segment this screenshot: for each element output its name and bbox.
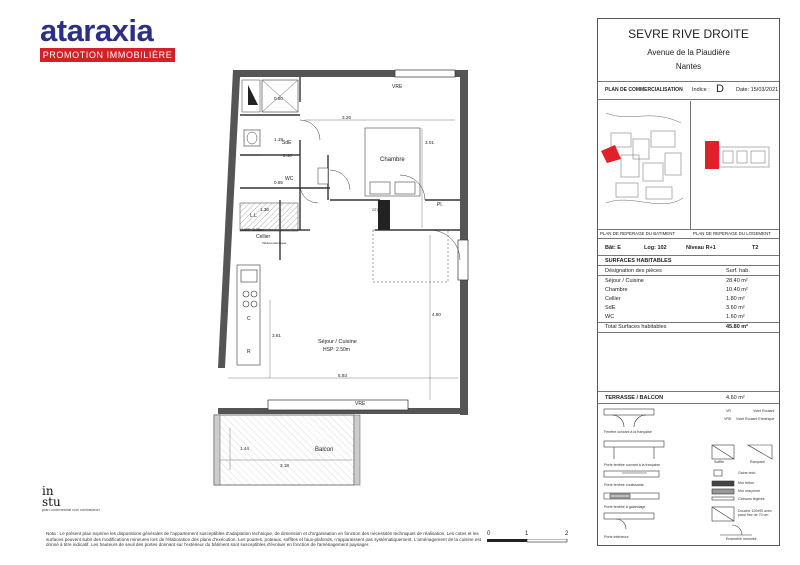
legend-douche: Douche 120x90 avec paroi fixe de 70 cm — [738, 509, 772, 517]
room-surf-1: 10.40 m² — [726, 287, 748, 293]
legend-vr-desc: Volet Roulant — [753, 409, 775, 413]
ataraxia-logo — [40, 14, 180, 62]
scale-tick-1: 1 — [525, 531, 529, 537]
legend-porte-fenetre: Porte fenêtre ouvrant à la française — [604, 463, 661, 467]
legend-mur-maconne: Mur maçonné — [738, 489, 760, 493]
col-surf: Surf. hab. — [726, 268, 750, 274]
legend-gaine: Gaine tech. — [738, 471, 757, 475]
terrasse-value: 4.60 m² — [726, 395, 745, 401]
dim-136: 1.36 — [260, 207, 269, 212]
scale-tick-2: 2 — [565, 531, 569, 537]
legend-vre-desc: Volet Roulant Electrique — [736, 417, 775, 421]
plan-label: PLAN DE COMMERCIALISATION — [605, 87, 683, 93]
bat-value: Bât: E — [605, 245, 621, 251]
room-surf-0: 28.40 m² — [726, 278, 748, 284]
col-designation: Désignation des pièces — [605, 268, 662, 274]
type-value: T2 — [752, 245, 759, 251]
disclaimer-note: Nota : Le présent plan exprime les dispositions générales de l'appartement susceptibles d'adaptation technique, de dimension et d'organisation en fonction des nécessités techniques de réalisation. Les cotes et les surfaces peuvent subir des modifications mineures lors de l'élaboration des plans d'exécution. Les poutres, poteaux, soffites et faux-plafonds, n'apparaissent pas systématiquement. L'aménagement de la cuisine est donné à titre indicatif. Les hauteurs de seuil des portes donnant sur l'extérieur du bâtiment sont susceptibles d'évoluer en fonction de l'aménagement paysager. — [46, 531, 481, 548]
unit-highlight — [705, 141, 719, 169]
map1-caption: PLAN DE REPERAGE DU BATIMENT — [600, 231, 676, 236]
structural-column — [378, 200, 390, 230]
legend-porte-galandage: Porte fenêtre à galandage — [604, 505, 646, 509]
room-name-4: WC — [605, 314, 615, 320]
ll-label: L.L — [250, 213, 257, 219]
room-chambre-label: Chambre — [380, 157, 405, 163]
legend-symbols — [602, 407, 778, 543]
insitu-logo — [42, 486, 102, 512]
legend-rampant: Rampant — [750, 460, 765, 464]
legend-porte-simple: Porte intérieure — [604, 535, 629, 539]
room-name-0: Séjour / Cuisine — [605, 278, 644, 284]
indice-label: Indice : — [692, 87, 710, 93]
scale-tick-0: 0 — [487, 531, 491, 537]
r-label: R — [247, 349, 251, 355]
balcony — [214, 415, 360, 485]
legend-mur-beton: Mur béton — [738, 481, 755, 485]
dim-119: 1.19 — [274, 137, 283, 142]
dim-326: 3.26 — [342, 115, 351, 120]
surfaces-title: SURFACES HABITABLES — [605, 258, 672, 264]
legend-vre: VRE — [724, 417, 732, 421]
wc-toilet — [318, 168, 328, 184]
hsp-sejour-label: HSP: 2.50m — [323, 347, 350, 353]
sink — [244, 130, 260, 146]
unit-locator-map — [693, 103, 778, 227]
legend-ensemble: Ensemble menuisé — [726, 537, 757, 541]
pl-label: Pl. — [437, 202, 443, 208]
room-name-2: Cellier — [605, 296, 621, 302]
room-cellier-label: Cellier — [256, 234, 271, 240]
dim-593: 5.93 — [338, 373, 347, 378]
legend-fenetre: Fenêtre ouvrant à la française — [604, 430, 652, 434]
terrasse-label: TERRASSE / BALCON — [605, 395, 664, 401]
dim-318: 3.18 — [280, 463, 289, 468]
project-name: SEVRE RIVE DROITE — [628, 27, 749, 41]
room-name-3: SdE — [605, 305, 616, 311]
room-sde-label: SdE — [282, 140, 292, 146]
room-sejour-label: Séjour / Cuisine — [318, 339, 357, 345]
vre-bottom-label: VRE — [355, 401, 366, 407]
floor-plan — [200, 60, 475, 488]
interior-partitions — [240, 77, 460, 260]
dim-210: 2.10 — [283, 153, 292, 158]
door-swings — [300, 120, 460, 260]
hsp-cellier-label: HSP: 2.25m — [242, 227, 264, 232]
project-city: Nantes — [675, 62, 702, 71]
insitu-caption: plan commercial non contractuel — [42, 507, 100, 512]
dim-381: 3.81 — [272, 333, 281, 338]
dim-144: 1.44 — [240, 446, 249, 451]
dim-085: 0.85 — [274, 180, 283, 185]
insitu-line2: stu — [42, 495, 61, 509]
title-block — [597, 18, 780, 546]
gtl-label: GTL — [372, 208, 379, 212]
log-value: Log: 102 — [644, 245, 667, 251]
plan-date: Date: 15/03/2021 — [736, 87, 779, 93]
room-surf-2: 1.80 m² — [726, 296, 745, 302]
building-locator-map — [601, 103, 687, 227]
dim-480: 4.80 — [432, 312, 441, 317]
room-wc-label: WC — [285, 176, 294, 182]
map2-caption: PLAN DE REPERAGE DU LOGEMENT — [693, 231, 771, 236]
room-balcon-label: Balcon — [315, 447, 334, 453]
cellier-sub-label: Tableau électrique — [262, 241, 287, 245]
legend-soffite: Soffite — [714, 460, 725, 464]
room-surf-3: 3.60 m² — [726, 305, 745, 311]
dim-080: 0.80 — [274, 96, 283, 101]
legend-cloisons: Cloisons légères — [738, 497, 765, 501]
vre-top-label: VRE — [392, 84, 403, 90]
insitu-line1: in — [42, 484, 54, 498]
window-bottom-bay — [268, 400, 408, 410]
project-street: Avenue de la Piaudière — [647, 48, 730, 57]
legend-porte-coul: Porte fenêtre coulissante — [604, 483, 644, 487]
total-value: 45.80 m² — [726, 324, 749, 330]
logo-tagline: PROMOTION IMMOBILIÈRE — [40, 48, 175, 62]
sofa-area — [373, 230, 448, 282]
scale-bar — [487, 531, 575, 551]
legend-vr: VR — [726, 409, 731, 413]
c-label: C — [247, 316, 251, 322]
room-name-1: Chambre — [605, 287, 628, 293]
window-right — [458, 240, 468, 280]
indice-value: D — [716, 83, 724, 95]
total-label: Total Surfaces habitables — [605, 324, 667, 330]
dim-301: 3.01 — [425, 140, 434, 145]
logo-word: ataraxia — [40, 13, 154, 48]
niveau-value: Niveau R+1 — [686, 245, 716, 251]
window-top — [395, 70, 455, 77]
exterior-walls — [218, 70, 468, 415]
room-surf-4: 1.60 m² — [726, 314, 745, 320]
